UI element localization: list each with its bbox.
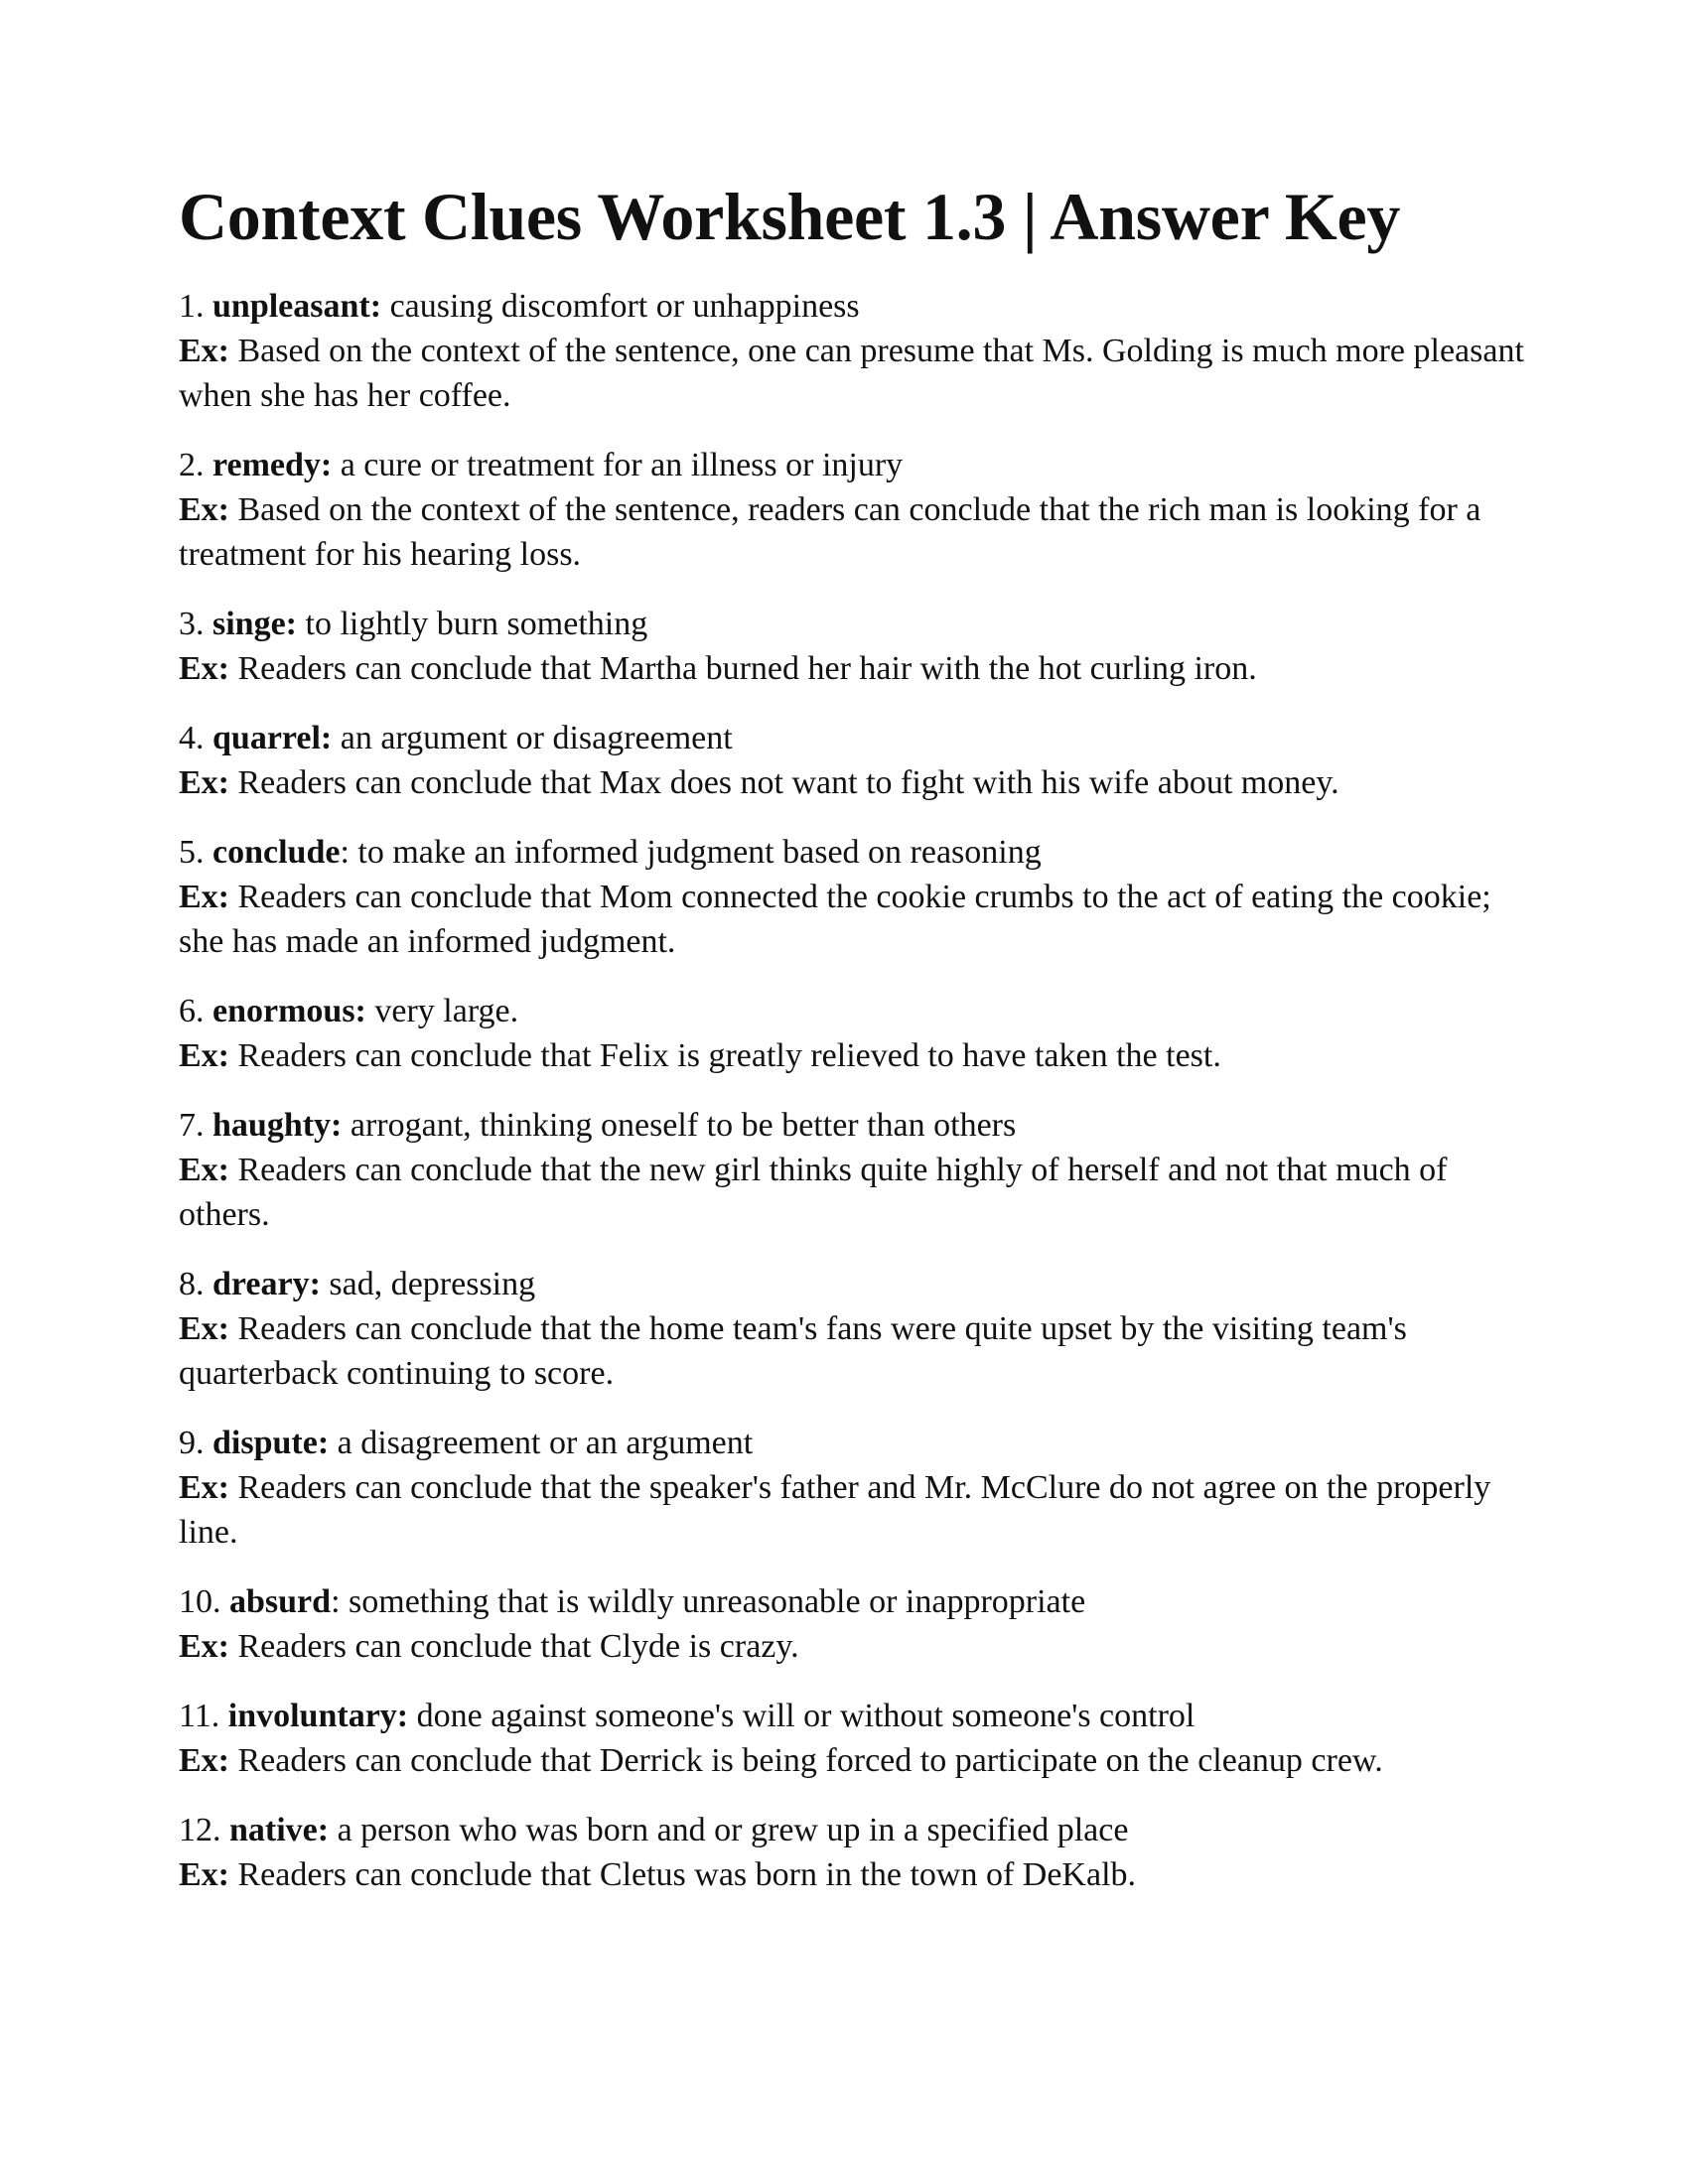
answer-example-line (179, 1465, 1529, 1555)
example-text: Readers can conclude that the new girl thinks quite highly of herself and not that much of others. (179, 1152, 1448, 1233)
example-text: Readers can conclude that Felix is greatly relieved to have taken the test. (237, 1037, 1221, 1074)
answer-definition-line (179, 1579, 1529, 1624)
answer-number: 2. (179, 447, 205, 483)
example-label: Ex: (179, 1742, 229, 1779)
example-label: Ex: (179, 1310, 229, 1347)
answer-number: 7. (179, 1107, 205, 1144)
example-text: Readers can conclude that Derrick is being forced to participate on the cleanup crew. (237, 1742, 1383, 1779)
vocabulary-word: involuntary: (227, 1698, 409, 1734)
answer-entry (179, 284, 1529, 418)
answer-key-page (179, 177, 1529, 1922)
answer-number: 9. (179, 1425, 205, 1461)
answer-definition-line (179, 1262, 1529, 1306)
answer-example-line (179, 1852, 1529, 1897)
example-label: Ex: (179, 1037, 229, 1074)
example-label: Ex: (179, 333, 229, 369)
answer-entry (179, 989, 1529, 1078)
vocabulary-word: dispute: (212, 1425, 330, 1461)
vocabulary-word: absurd (229, 1583, 332, 1620)
example-label: Ex: (179, 764, 229, 801)
definition-text: very large. (374, 993, 519, 1029)
example-text: Based on the context of the sentence, readers can conclude that the rich man is looking for a treatment for his hearing loss. (179, 491, 1481, 573)
example-label: Ex: (179, 1628, 229, 1665)
answer-entry (179, 716, 1529, 805)
answer-number: 11. (179, 1698, 220, 1734)
answer-definition-line (179, 830, 1529, 875)
vocabulary-word: haughty: (212, 1107, 343, 1144)
answer-definition-line (179, 443, 1529, 487)
answer-entry (179, 1579, 1529, 1669)
answer-definition-line (179, 716, 1529, 760)
answer-definition-line (179, 284, 1529, 329)
answer-definition-line (179, 989, 1529, 1033)
answer-entry (179, 602, 1529, 691)
vocabulary-word: dreary: (212, 1266, 321, 1302)
answer-example-line (179, 875, 1529, 964)
answer-number: 1. (179, 288, 205, 325)
answer-definition-line (179, 1421, 1529, 1465)
vocabulary-word: native: (229, 1812, 330, 1848)
vocabulary-word: unpleasant: (212, 288, 382, 325)
word-separator: : (340, 834, 350, 871)
answer-number: 4. (179, 720, 205, 756)
answer-example-line (179, 1148, 1529, 1237)
answer-number: 6. (179, 993, 205, 1029)
vocabulary-word: quarrel: (212, 720, 333, 756)
example-label: Ex: (179, 650, 229, 687)
answer-definition-line (179, 1808, 1529, 1852)
answer-entry (179, 1808, 1529, 1897)
answer-example-line (179, 646, 1529, 691)
answer-example-line (179, 1306, 1529, 1396)
example-text: Readers can conclude that Clyde is crazy. (237, 1628, 799, 1665)
page-title: Context Clues Worksheet 1.3 | Answer Key (179, 179, 1401, 254)
definition-text: something that is wildly unreasonable or inappropriate (349, 1583, 1086, 1620)
definition-text: causing discomfort or unhappiness (389, 288, 860, 325)
word-separator: : (331, 1583, 341, 1620)
answer-number: 10. (179, 1583, 221, 1620)
vocabulary-word: enormous: (212, 993, 366, 1029)
definition-text: a disagreement or an argument (337, 1425, 754, 1461)
definition-text: to lightly burn something (305, 606, 648, 642)
example-label: Ex: (179, 879, 229, 915)
example-text: Readers can conclude that the home team's fans were quite upset by the visiting team's quarterback continuing to score. (179, 1310, 1407, 1392)
example-text: Readers can conclude that the speaker's father and Mr. McClure do not agree on the properly line. (179, 1469, 1491, 1551)
definition-text: a person who was born and or grew up in a specified place (337, 1812, 1129, 1848)
example-text: Readers can conclude that Martha burned her hair with the hot curling iron. (237, 650, 1257, 687)
answer-example-line (179, 329, 1529, 418)
answer-number: 3. (179, 606, 205, 642)
answer-definition-line (179, 1103, 1529, 1148)
definition-text: done against someone's will or without someone's control (416, 1698, 1196, 1734)
example-label: Ex: (179, 1469, 229, 1506)
answer-entry (179, 1103, 1529, 1237)
example-label: Ex: (179, 1152, 229, 1188)
answer-example-line (179, 1738, 1529, 1783)
answer-number: 12. (179, 1812, 221, 1848)
vocabulary-word: remedy: (212, 447, 333, 483)
answer-example-line (179, 1033, 1529, 1078)
example-text: Based on the context of the sentence, one can presume that Ms. Golding is much more pleasant when she has her coffee. (179, 333, 1524, 414)
definition-text: an argument or disagreement (340, 720, 733, 756)
answer-entry (179, 443, 1529, 577)
answer-entry (179, 1694, 1529, 1783)
answer-entry (179, 1421, 1529, 1555)
answer-definition-line (179, 1694, 1529, 1738)
example-text: Readers can conclude that Mom connected the cookie crumbs to the act of eating the cookie; she has made an informed judgment. (179, 879, 1491, 960)
definition-text: arrogant, thinking oneself to be better than others (350, 1107, 1017, 1144)
definition-text: sad, depressing (329, 1266, 536, 1302)
answer-example-line (179, 760, 1529, 805)
example-label: Ex: (179, 1856, 229, 1893)
answer-number: 8. (179, 1266, 205, 1302)
answer-example-line (179, 487, 1529, 577)
answer-list (179, 284, 1529, 1897)
example-text: Readers can conclude that Cletus was born in the town of DeKalb. (237, 1856, 1137, 1893)
example-label: Ex: (179, 491, 229, 528)
answer-entry (179, 1262, 1529, 1396)
answer-definition-line (179, 602, 1529, 646)
answer-number: 5. (179, 834, 205, 871)
definition-text: a cure or treatment for an illness or injury (340, 447, 904, 483)
answer-entry (179, 830, 1529, 964)
vocabulary-word: conclude (212, 834, 341, 871)
definition-text: to make an informed judgment based on reasoning (357, 834, 1042, 871)
vocabulary-word: singe: (212, 606, 297, 642)
answer-example-line (179, 1624, 1529, 1669)
example-text: Readers can conclude that Max does not want to fight with his wife about money. (237, 764, 1339, 801)
